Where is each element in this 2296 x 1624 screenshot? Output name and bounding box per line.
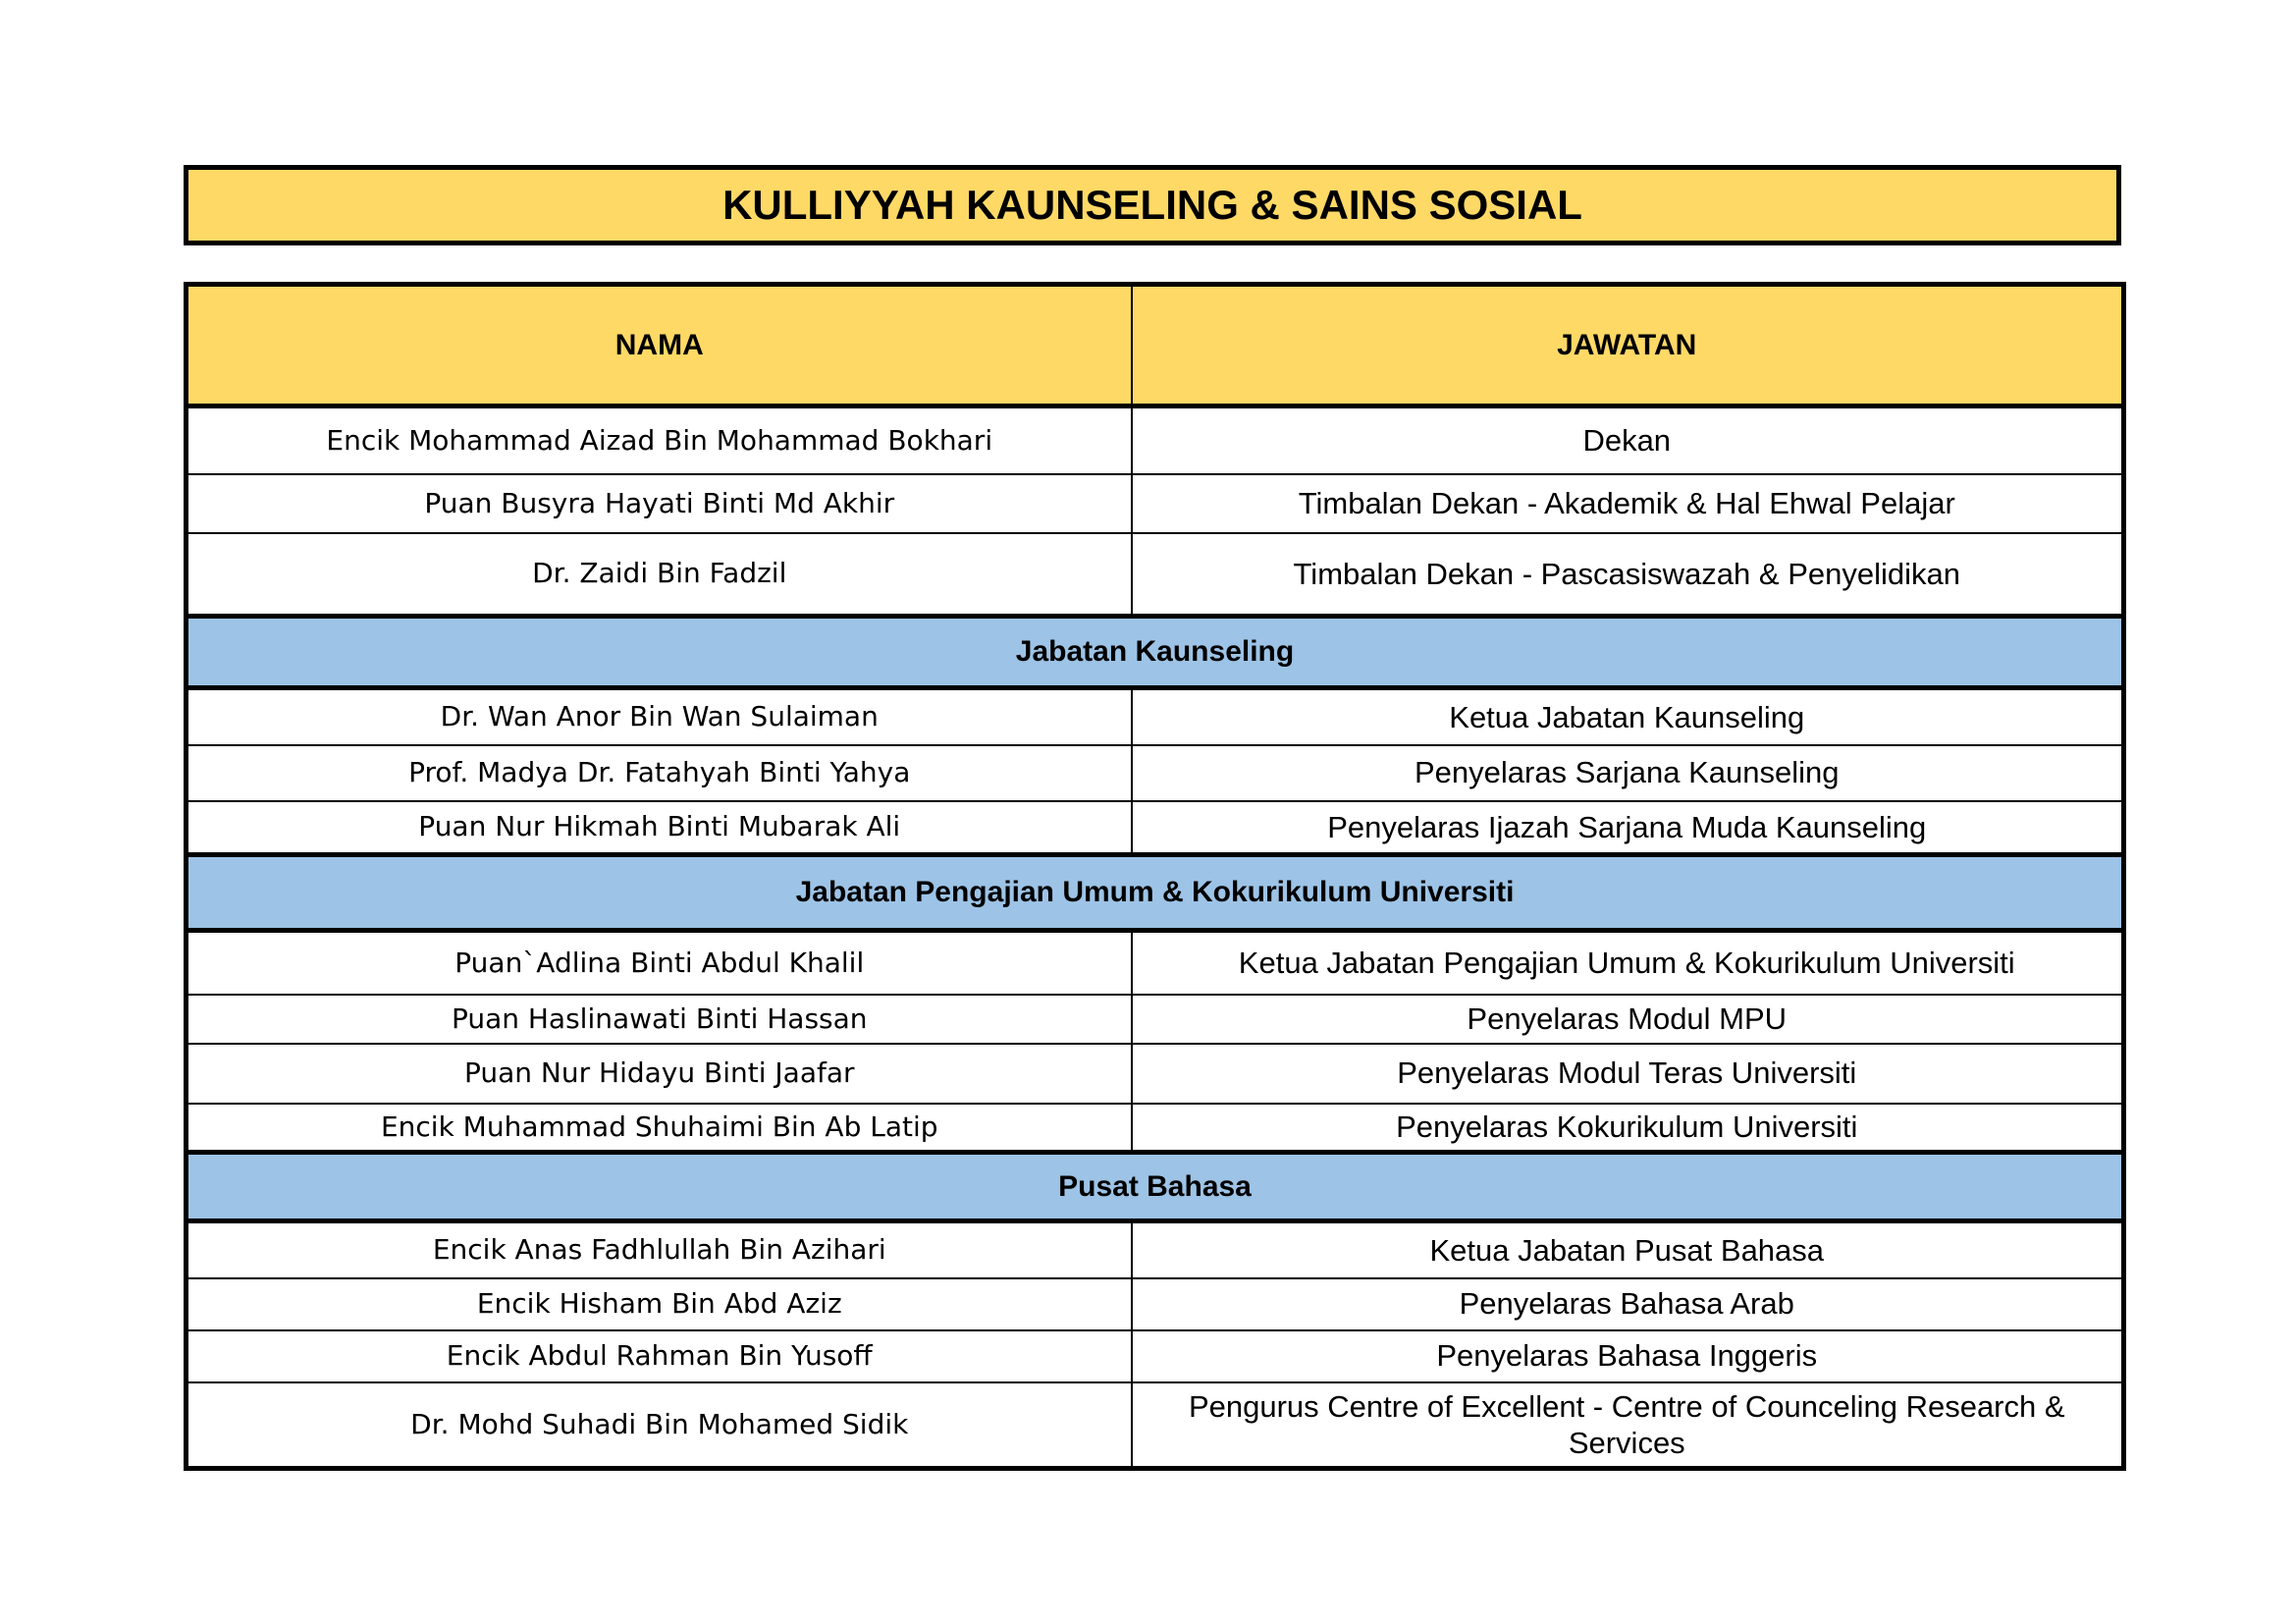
table-row xyxy=(187,474,2124,533)
role-cell: Timbalan Dekan - Akademik & Hal Ehwal Pelajar xyxy=(1132,474,2124,533)
role-cell: Penyelaras Modul Teras Universiti xyxy=(1132,1044,2124,1104)
name-cell: Dr. Wan Anor Bin Wan Sulaiman xyxy=(187,688,1132,745)
role-cell: Timbalan Dekan - Pascasiswazah & Penyelidikan xyxy=(1132,533,2124,617)
role-cell: Pengurus Centre of Excellent - Centre of Counceling Research & Services xyxy=(1132,1382,2124,1469)
role-cell: Penyelaras Kokurikulum Universiti xyxy=(1132,1104,2124,1153)
table-row xyxy=(187,406,2124,474)
section-header-row xyxy=(187,855,2124,931)
name-cell: Encik Muhammad Shuhaimi Bin Ab Latip xyxy=(187,1104,1132,1153)
section-header-row xyxy=(187,1153,2124,1221)
name-cell: Prof. Madya Dr. Fatahyah Binti Yahya xyxy=(187,745,1132,801)
name-cell: Puan Nur Hikmah Binti Mubarak Ali xyxy=(187,801,1132,855)
role-cell: Penyelaras Modul MPU xyxy=(1132,995,2124,1044)
section-title: Pusat Bahasa xyxy=(187,1153,2124,1221)
name-cell: Puan Haslinawati Binti Hassan xyxy=(187,995,1132,1044)
table-row xyxy=(187,688,2124,745)
name-cell: Dr. Zaidi Bin Fadzil xyxy=(187,533,1132,617)
table-row xyxy=(187,1330,2124,1382)
table-row xyxy=(187,801,2124,855)
section-title: Jabatan Kaunseling xyxy=(187,617,2124,688)
name-cell: Puan Busyra Hayati Binti Md Akhir xyxy=(187,474,1132,533)
document-title: KULLIYYAH KAUNSELING & SAINS SOSIAL xyxy=(184,165,2121,245)
table-row xyxy=(187,1221,2124,1278)
table-row xyxy=(187,995,2124,1044)
role-cell: Penyelaras Sarjana Kaunseling xyxy=(1132,745,2124,801)
section-title: Jabatan Pengajian Umum & Kokurikulum Universiti xyxy=(187,855,2124,931)
staff-table xyxy=(184,282,2126,1471)
table-row xyxy=(187,1278,2124,1330)
name-cell: Puan`Adlina Binti Abdul Khalil xyxy=(187,931,1132,995)
table-row xyxy=(187,533,2124,617)
name-cell: Encik Hisham Bin Abd Aziz xyxy=(187,1278,1132,1330)
section-header-row xyxy=(187,617,2124,688)
role-cell: Penyelaras Bahasa Arab xyxy=(1132,1278,2124,1330)
table-row xyxy=(187,1382,2124,1469)
column-header-name: NAMA xyxy=(187,285,1132,406)
role-cell: Ketua Jabatan Kaunseling xyxy=(1132,688,2124,745)
role-cell: Penyelaras Ijazah Sarjana Muda Kaunseling xyxy=(1132,801,2124,855)
role-cell: Ketua Jabatan Pusat Bahasa xyxy=(1132,1221,2124,1278)
table-row xyxy=(187,931,2124,995)
column-header-role: JAWATAN xyxy=(1132,285,2124,406)
table-row xyxy=(187,745,2124,801)
name-cell: Dr. Mohd Suhadi Bin Mohamed Sidik xyxy=(187,1382,1132,1469)
name-cell: Encik Anas Fadhlullah Bin Azihari xyxy=(187,1221,1132,1278)
name-cell: Encik Mohammad Aizad Bin Mohammad Bokhari xyxy=(187,406,1132,474)
role-cell: Ketua Jabatan Pengajian Umum & Kokurikulum Universiti xyxy=(1132,931,2124,995)
name-cell: Encik Abdul Rahman Bin Yusoff xyxy=(187,1330,1132,1382)
role-cell: Dekan xyxy=(1132,406,2124,474)
role-cell: Penyelaras Bahasa Inggeris xyxy=(1132,1330,2124,1382)
table-row xyxy=(187,1104,2124,1153)
table-header-row xyxy=(187,285,2124,406)
table-row xyxy=(187,1044,2124,1104)
name-cell: Puan Nur Hidayu Binti Jaafar xyxy=(187,1044,1132,1104)
